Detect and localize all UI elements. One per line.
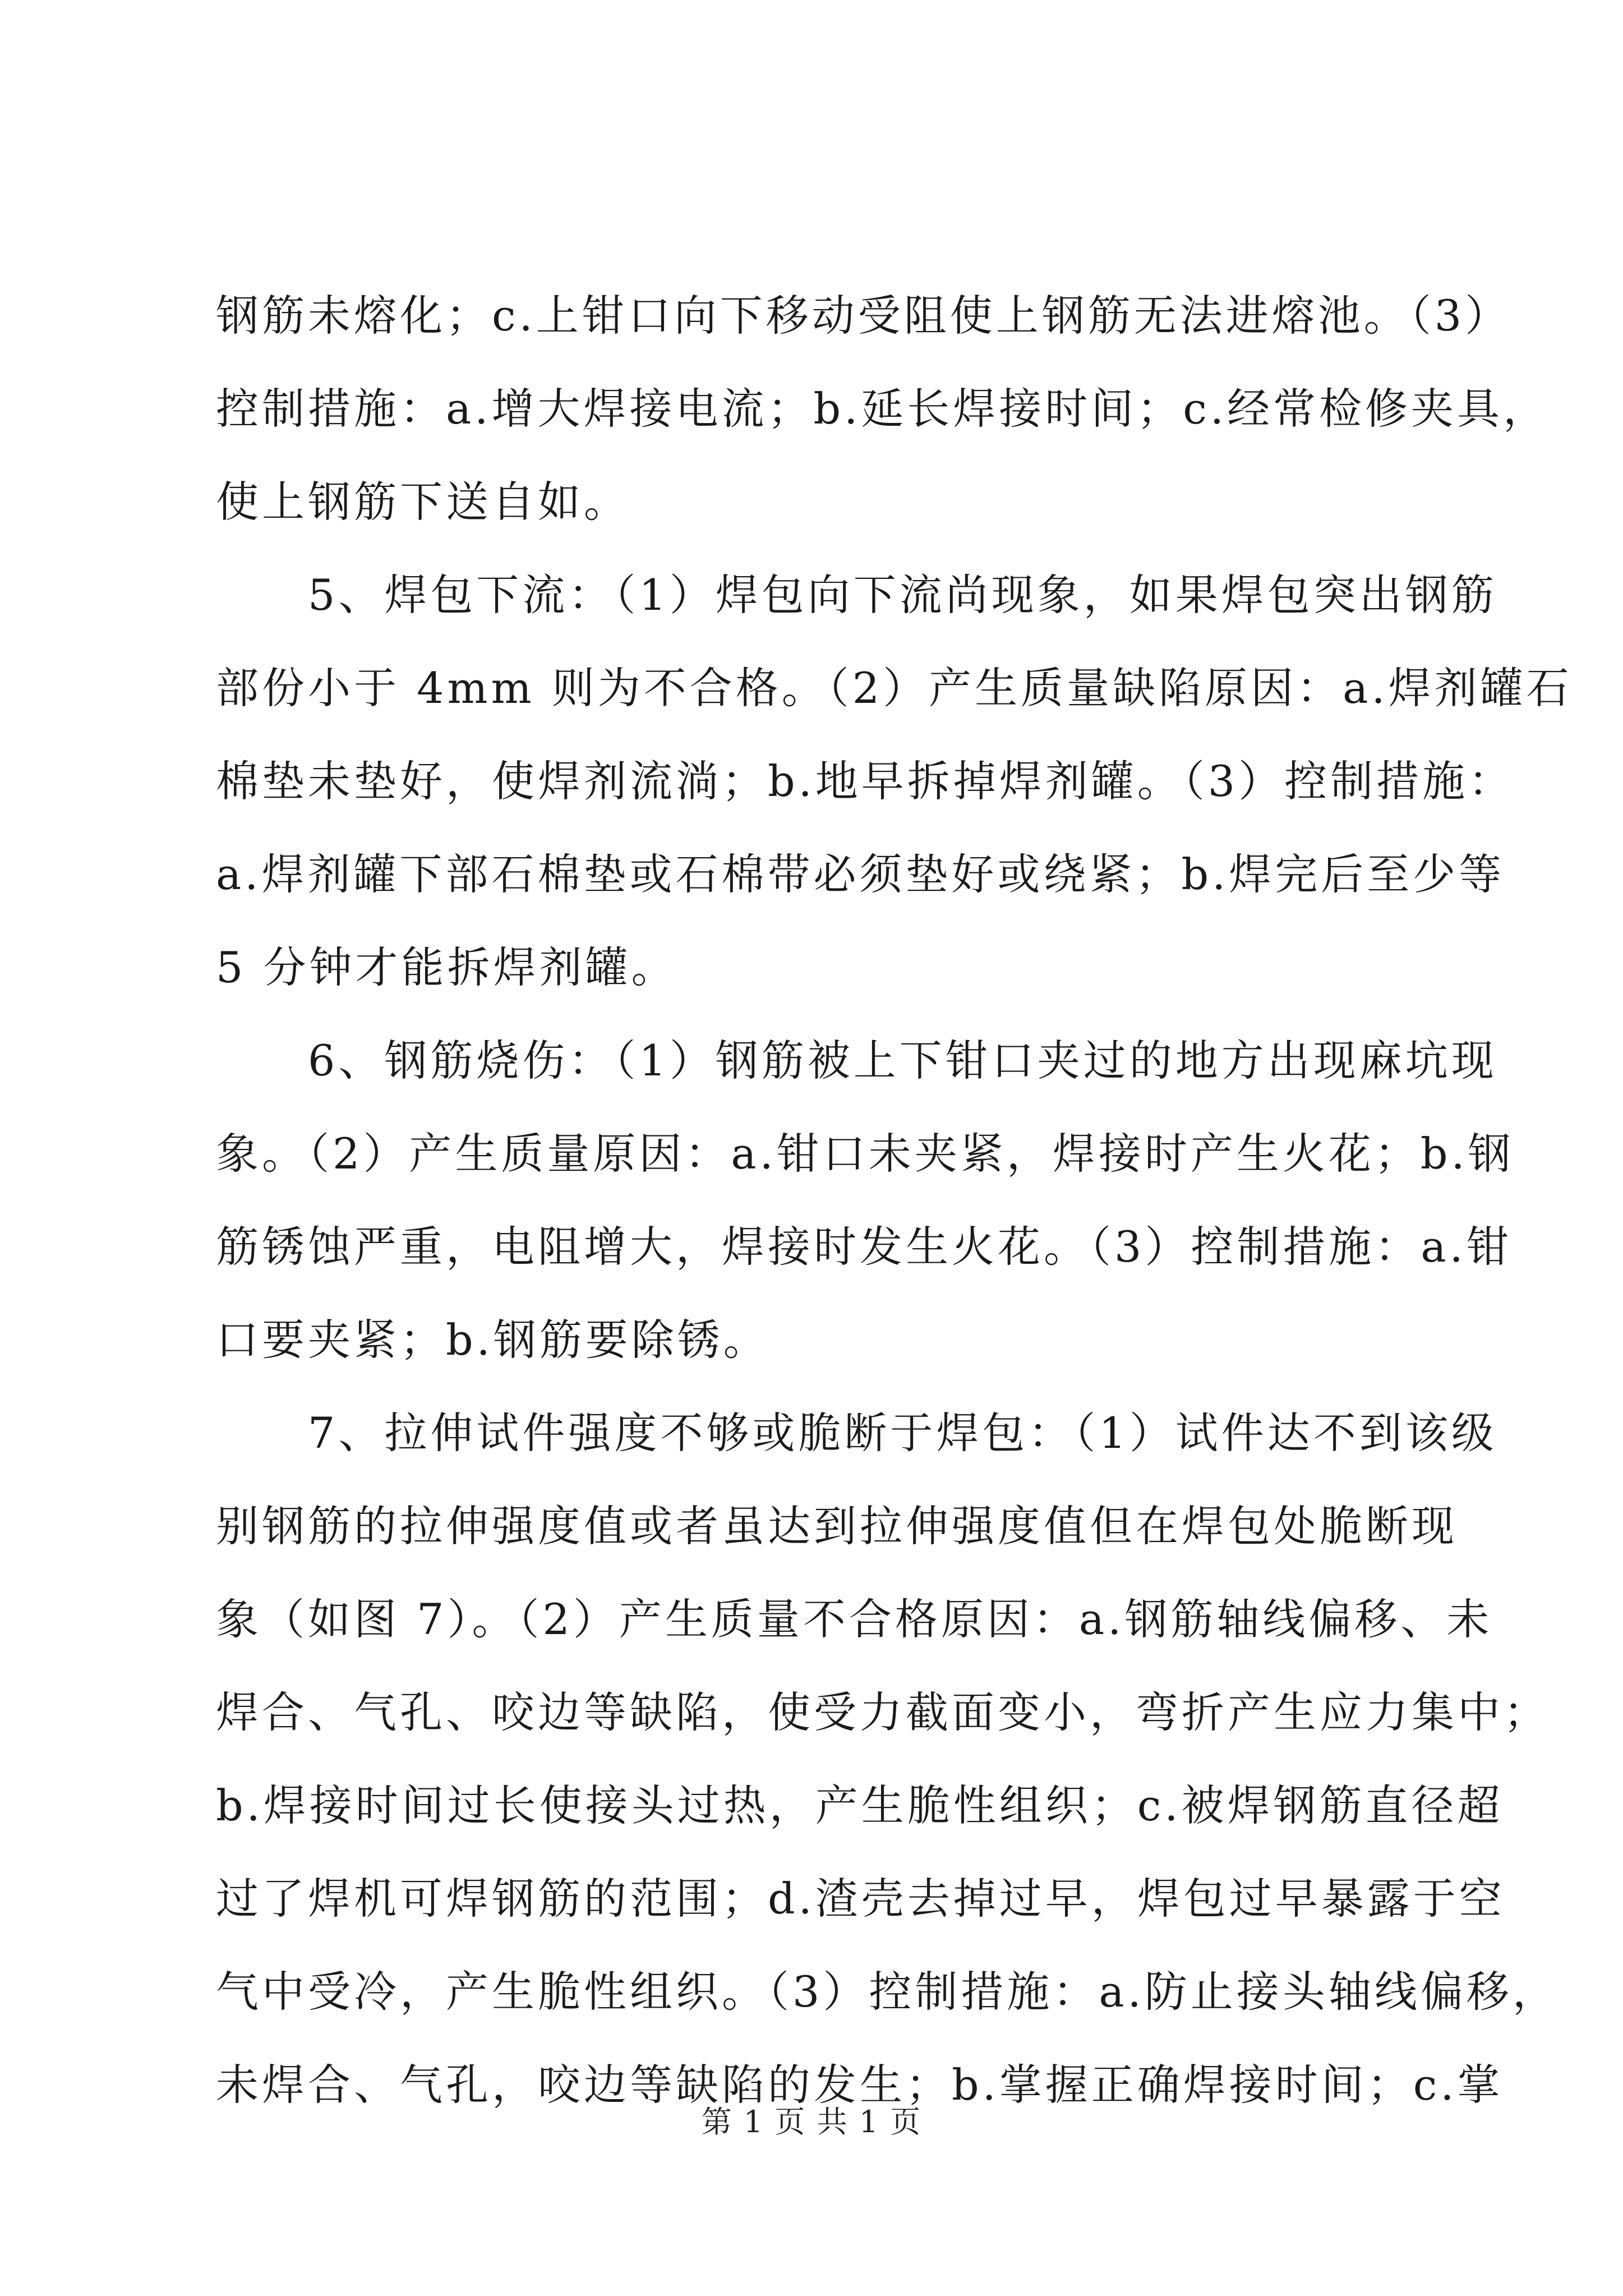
text-line: 别钢筋的拉伸强度值或者虽达到拉伸强度值但在焊包处脆断现 <box>216 1501 1458 1551</box>
text-line: 象（如图 7）。（2）产生质量不合格原因：a.钢筋轴线偏移、未 <box>216 1594 1493 1644</box>
text-line: 气中受冷，产生脆性组织。（3）控制措施：a.防止接头轴线偏移， <box>216 1967 1559 2017</box>
text-line: 棉垫未垫好，使焊剂流淌；b.地早拆掉焊剂罐。（3）控制措施： <box>216 756 1515 806</box>
text-line: 钢筋未熔化；c.上钳口向下移动受阻使上钢筋无法进熔池。（3） <box>216 291 1511 341</box>
text-line: a.焊剂罐下部石棉垫或石棉带必须垫好或绕紧；b.焊完后至少等 <box>216 849 1505 899</box>
text-line: 过了焊机可焊钢筋的范围；d.渣壳去掉过早，焊包过早暴露于空 <box>216 1874 1505 1924</box>
text-line: 6、钢筋烧伤：（1）钢筋被上下钳口夹过的地方出现麻坑现 <box>216 1036 1497 1085</box>
text-line: 筋锈蚀严重，电阻增大，焊接时发生火花。（3）控制措施：a.钳 <box>216 1222 1513 1272</box>
text-line: 未焊合、气孔，咬边等缺陷的发生；b.掌握正确焊接时间；c.掌 <box>216 2060 1504 2110</box>
text-line: 部份小于 4mm 则为不合格。（2）产生质量缺陷原因：a.焊剂罐石 <box>216 663 1573 713</box>
page-footer: 第 1 页 共 1 页 <box>701 2104 922 2139</box>
text-line: 5、焊包下流：（1）焊包向下流尚现象，如果焊包突出钢筋 <box>216 570 1497 620</box>
document-body <box>216 269 1573 2132</box>
text-line: 象。（2）产生质量原因：a.钳口未夹紧，焊接时产生火花；b.钢 <box>216 1129 1514 1179</box>
text-line: 口要夹紧；b.钢筋要除锈。 <box>216 1315 769 1365</box>
text-line: 焊合、气孔、咬边等缺陷，使受力截面变小，弯折产生应力集中； <box>216 1687 1550 1737</box>
text-line: 5 分钟才能拆焊剂罐。 <box>216 942 677 992</box>
text-line: 控制措施：a.增大焊接电流；b.延长焊接时间；c.经常检修夹具， <box>216 384 1549 434</box>
text-line: 7、拉伸试件强度不够或脆断于焊包：（1）试件达不到该级 <box>216 1408 1497 1458</box>
text-line: b.焊接时间过长使接头过热，产生脆性组织；c.被焊钢筋直径超 <box>216 1780 1504 1830</box>
text-line: 使上钢筋下送自如。 <box>216 477 630 527</box>
